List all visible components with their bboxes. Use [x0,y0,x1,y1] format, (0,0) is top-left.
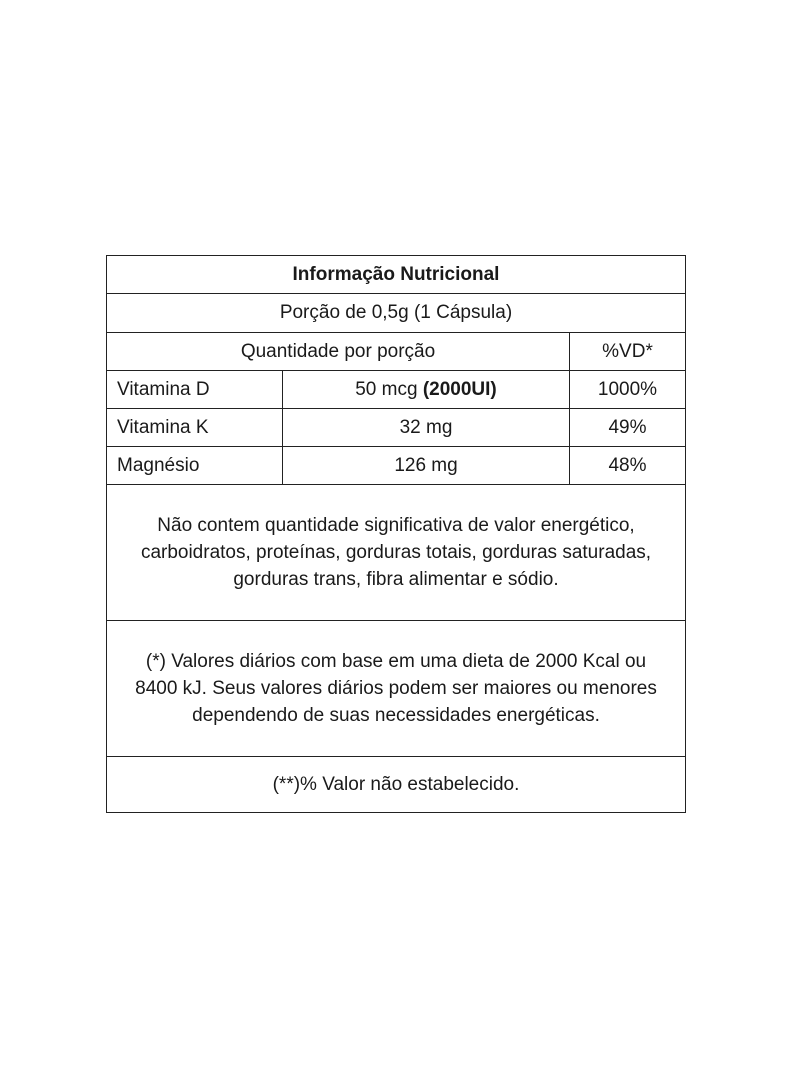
nutrient-name: Magnésio [107,447,283,485]
nutrient-name: Vitamina D [107,371,283,409]
not-established-note: (**)% Valor não estabelecido. [107,757,686,813]
portion-size: Porção de 0,5g (1 Cápsula) [107,294,686,333]
portion-row [107,294,686,333]
nutrient-vd: 49% [570,409,686,447]
table-row [107,371,686,409]
table-row [107,447,686,485]
nutrient-amount: 126 mg [283,447,570,485]
daily-values-note: (*) Valores diários com base em uma dieta de 2000 Kcal ou 8400 kJ. Seus valores diários podem ser maiores ou menores dependendo de suas necessidades energéticas. [107,621,686,757]
nutrient-vd: 1000% [570,371,686,409]
table-row [107,409,686,447]
amount-value: 50 mcg [355,378,418,400]
not-significant-note: Não contem quantidade significativa de valor energético, carboidratos, proteínas, gorduras totais, gorduras saturadas, gorduras trans, fibra alimentar e sódio. [107,485,686,621]
not-significant-row [107,485,686,621]
amount-extra: (2000UI) [422,378,497,400]
quantity-header: Quantidade por porção [107,333,570,371]
nutrient-vd: 48% [570,447,686,485]
daily-values-row [107,621,686,757]
nutrient-amount: 32 mg [283,409,570,447]
title-row [107,256,686,294]
header-row [107,333,686,371]
not-established-row [107,757,686,813]
vd-header: %VD* [570,333,686,371]
nutrition-facts-table [106,255,686,813]
nutrient-name: Vitamina K [107,409,283,447]
nutrient-amount [283,371,570,409]
table-title: Informação Nutricional [107,256,686,294]
